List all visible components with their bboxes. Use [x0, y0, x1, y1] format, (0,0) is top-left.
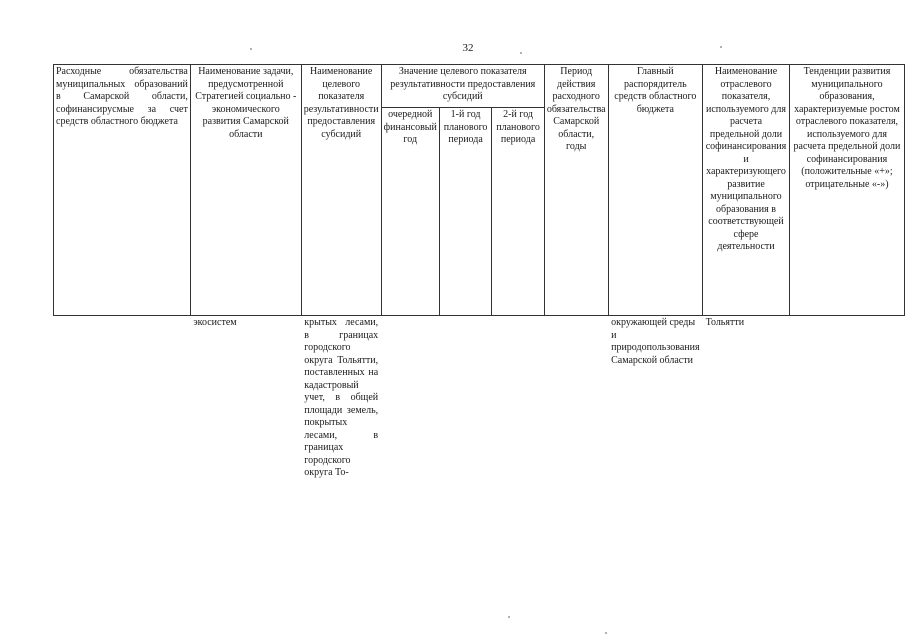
body-cell-c6	[492, 316, 544, 481]
table-row	[54, 316, 905, 481]
header-expenditure-obligations: Расходные обязательства муниципальных образований в Самарской области, софинансирусмые за счет средств областного бюджета	[54, 65, 191, 316]
scan-speck	[605, 632, 607, 634]
scan-speck	[720, 46, 722, 48]
body-cell-c7	[544, 316, 608, 481]
header-target-indicator-value: Значение целевого показателя результативности предоставления субсидий	[381, 65, 544, 108]
header-current-year: очередной финансовый год	[381, 108, 439, 316]
body-cell-c1	[54, 316, 191, 481]
header-plan-year-2: 2-й год планового периода	[492, 108, 544, 316]
scan-speck	[250, 48, 252, 50]
body-cell-c8: окружающей среды и природопользования Самарской области	[608, 316, 703, 481]
body-cell-c4	[381, 316, 439, 481]
body-cell-c2: экосистем	[190, 316, 301, 481]
header-obligation-period: Период действия расходного обязательства Самарской области, годы	[544, 65, 608, 316]
page-number: 32	[462, 42, 474, 54]
subsidy-table	[53, 64, 905, 481]
body-cell-c5	[439, 316, 491, 481]
body-cell-c3: крытых лесами, в границах городского округа Тольятти, поставленных на кадастровый учет, в общей площади земель, покрытых лесами, в границах городского округа То-	[301, 316, 381, 481]
scan-speck	[508, 616, 510, 618]
header-chief-administrator: Главный распорядитель средств областного бюджета	[608, 65, 703, 316]
header-sector-indicator: Наименование отраслевого показателя, используемого для расчета предельной доли софинансирования и характеризующего развитие муниципального образования в соответствующей сфере деятельности	[703, 65, 790, 316]
header-target-indicator-name: Наименование целевого показателя результативности предоставления субсидий	[301, 65, 381, 316]
body-cell-c9: Тольятти	[703, 316, 790, 481]
header-development-trends: Тенденции развития муниципального образования, характеризуемые ростом отраслевого показателя, используемого для расчета предельной доли софинансирования (положительные «+»; отрицательные «-»)	[789, 65, 904, 316]
scan-speck	[520, 52, 522, 54]
header-strategy-task: Наименование задачи, предусмотренной Стратегией социально - экономического развития Самарской области	[190, 65, 301, 316]
header-plan-year-1: 1-й год планового периода	[439, 108, 491, 316]
body-cell-c10	[789, 316, 904, 481]
